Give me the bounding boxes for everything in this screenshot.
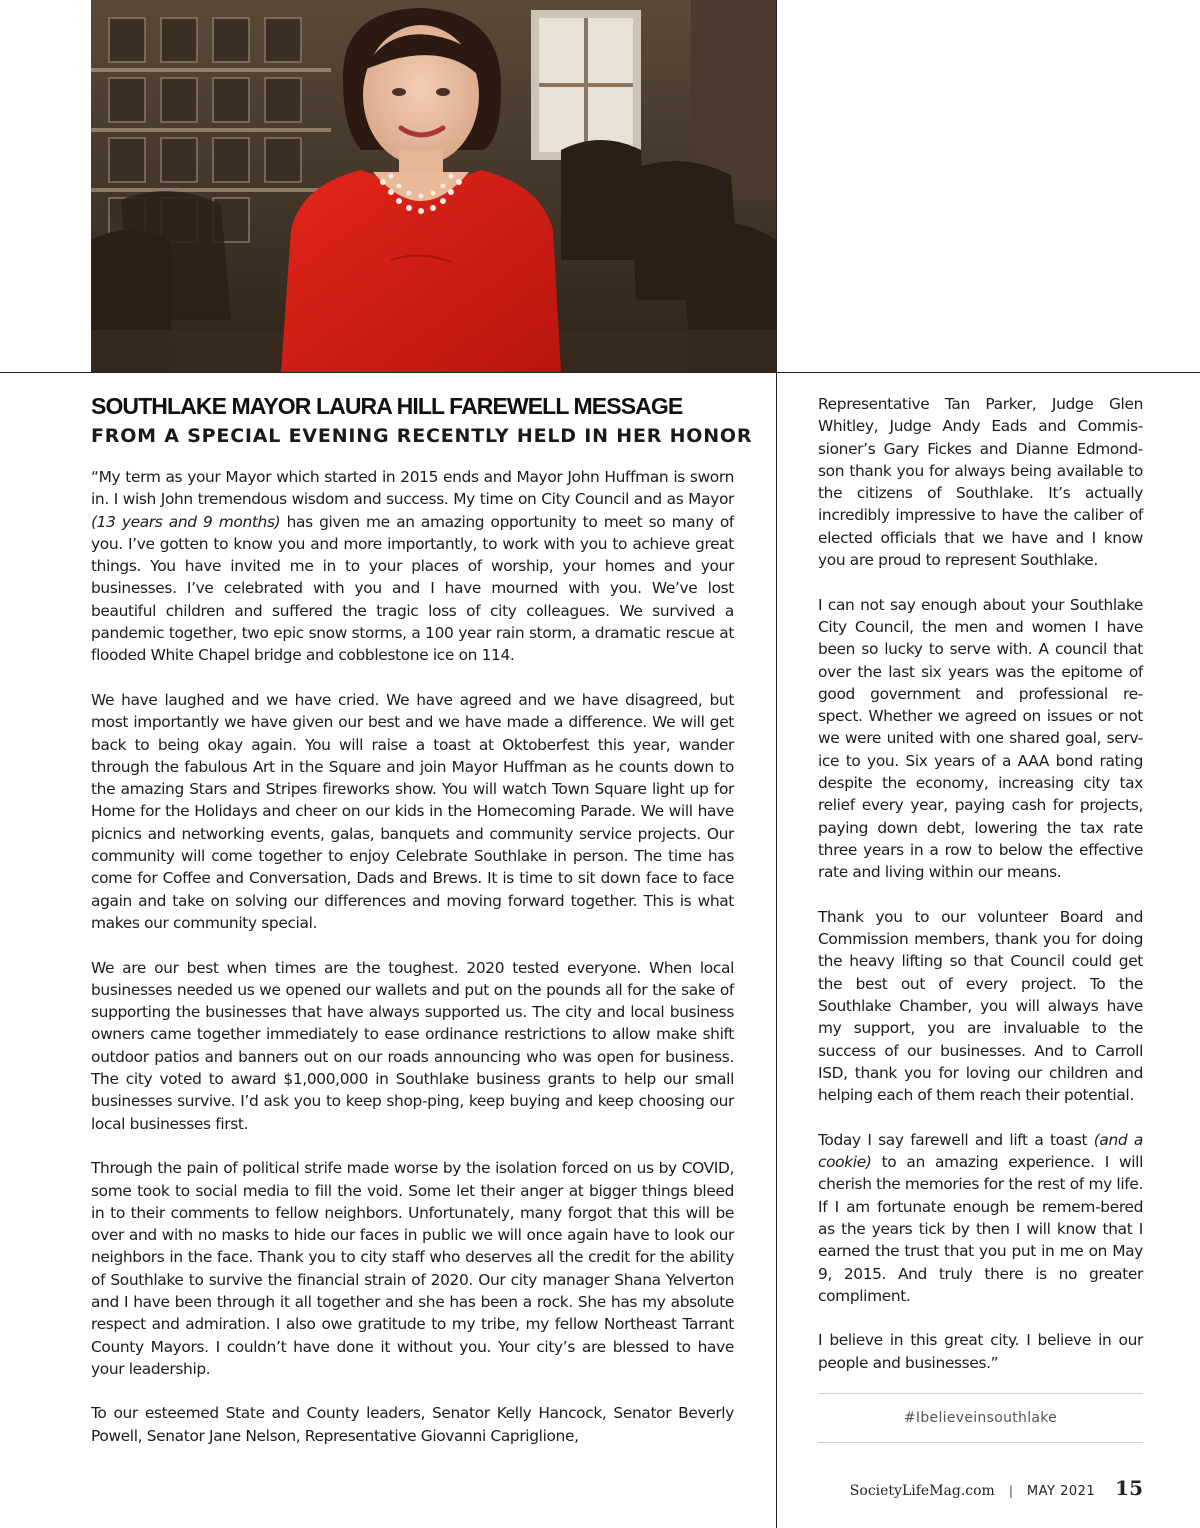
footer-site: SocietyLifeMag.com [849, 1483, 995, 1499]
italic-term-length: (13 years and 9 months) [91, 512, 281, 531]
article-headline: SOUTHLAKE MAYOR LAURA HILL FAREWELL MESSAGE [91, 393, 683, 419]
paragraph-3: We are our best when times are the toughest. 2020 tested everyone. When local businesses needed us we opened our wallets and put on the pounds all for the sake of supporting the businesses that have always supported us. The city and local business owners came together immediately to ease ordinance restrictions to allow make shift outdoor patios and banners out on our roads announcing who was open for business. The city voted to award $1,000,000 in Southlake business grants to help our small businesses survive. I’d ask you to keep shop-ping, keep buying and keep choosing our local businesses first. [91, 958, 734, 1133]
article-subhead: FROM A SPECIAL EVENING RECENTLY HELD IN HER HONOR [91, 425, 753, 447]
mayor-portrait-photo [91, 0, 776, 372]
paragraph-6: I can not say enough about your Southlake City Council, the men and women I have been so lucky to serve with. A council that over the last six years was the epitome of good government and professional re-spect. Whether we agreed on issues or not we were united with one shared goal, serv-ice to you. Six years of a AAA bond rating despite the economy, increasing city tax relief every year, paying cash for projects, paying down debt, lowering the tax rate three years in a row to below the effective rate and living within our means. [818, 595, 1143, 882]
paragraph-4: Through the pain of political strife made worse by the isolation forced on us by COVID, some took to social media to fill the void. Some let their anger at bigger things bleed in to their comments to fellow neighbors. Unfortunately, many forgot that this will be over and with no masks to hide our faces in public we will once again have to look our neighbors in the face. Thank you to city staff who deserves all the credit for the ability of Southlake to survive the financial strain of 2020. Our city manager Shana Yelverton and I have been through it all together and she has been a rock. She has my absolute respect and admiration. I also owe gratitude to my tribe, my fellow Northeast Tarrant County Mayors. I couldn’t have done it without you. Your city’s are blessed to have your leadership. [91, 1159, 734, 1378]
left-column [91, 392, 753, 1469]
footer-issue-date: MAY 2021 [1026, 1484, 1096, 1499]
footer-separator: | [1008, 1484, 1013, 1498]
hashtag-box [818, 1393, 1143, 1443]
paragraph-5-start: To our esteemed State and County leaders, Senator Kelly Hancock, Senator Beverly Powell, Senator Jane Nelson, Representative Giovanni Capriglione, [91, 1404, 734, 1445]
right-column [818, 393, 1143, 1396]
paragraph-2: We have laughed and we have cried. We have agreed and we have disagreed, but most importantly we have given our best and we have made a difference. We will get back to being okay again. You will raise a toast at Oktoberfest this year, wander through the fabulous Art in the Square and join Mayor Huffman as he counts down to the amazing Stars and Stripes fireworks show. You will watch Town Square light up for Home for the Holidays and cheer on our kids in the Homecoming Parade. We will have picnics and networking events, galas, banquets and community service projects. Our community will come together to enjoy Celebrate Southlake in person. The time has come for Coffee and Conversation, Dads and Brews. It is time to sit down face to face again and take on solving our differences and moving forward together. This is what makes our community special. [91, 690, 734, 932]
page-footer [850, 1476, 1143, 1500]
paragraph-7: Thank you to our volunteer Board and Commission members, thank you for doing the heavy lifting so that Council could get the best out of every project. To the Southlake Chamber, you will always have my support, you are invaluable to the success of our businesses. And to Carroll ISD, thank you for loving our children and helping each of them reach their potential. [818, 907, 1143, 1105]
vertical-column-divider [776, 0, 777, 1528]
paragraph-1: “My term as your Mayor which started in 2015 ends and Mayor John Huffman is sworn in. I wish John tremendous wisdom and success. My time on City Council and as Mayor (13 years and 9 months) has given me an amazing opportunity to meet so many of you. I’ve gotten to know you and more importantly, to work with you to achieve great things. You have invited me in to your places of worship, your homes and your businesses. I’ve celebrated with you and I have mourned with you. We’ve lost beautiful children and suffered the tragic loss of city colleagues. We survived a pandemic together, two epic snow storms, a 100 year rain storm, a dramatic rescue at flooded White Chapel bridge and cobblestone ice on 114. [91, 468, 734, 665]
page-number: 15 [1115, 1476, 1143, 1500]
hashtag-text: #Ibelieveinsouthlake [903, 1410, 1058, 1426]
paragraph-8: Today I say farewell and lift a toast (and a cookie) to an amazing experience. I will cherish the memories for the rest of my life. If I am fortunate enough be remem-bered as the years tick by then I will know that I earned the trust that you put in me on May 9, 2015. And truly there is no greater compliment. [818, 1130, 1143, 1305]
left-body-text [91, 466, 734, 1447]
horizontal-divider [0, 372, 1200, 373]
paragraph-9: I believe in this great city. I believe in our people and businesses.” [818, 1331, 1143, 1372]
italic-cookie: (and a cookie) [818, 1130, 1143, 1172]
paragraph-5-continued: Representative Tan Parker, Judge Glen Whitley, Judge Andy Eads and Commis-sioner’s Gary Fickes and Dianne Edmond-son thank you for always being available to the citizens of Southlake. It’s actually incredibly impressive to have the caliber of elected officials that we have and I know you are proud to represent Southlake. [818, 395, 1143, 570]
